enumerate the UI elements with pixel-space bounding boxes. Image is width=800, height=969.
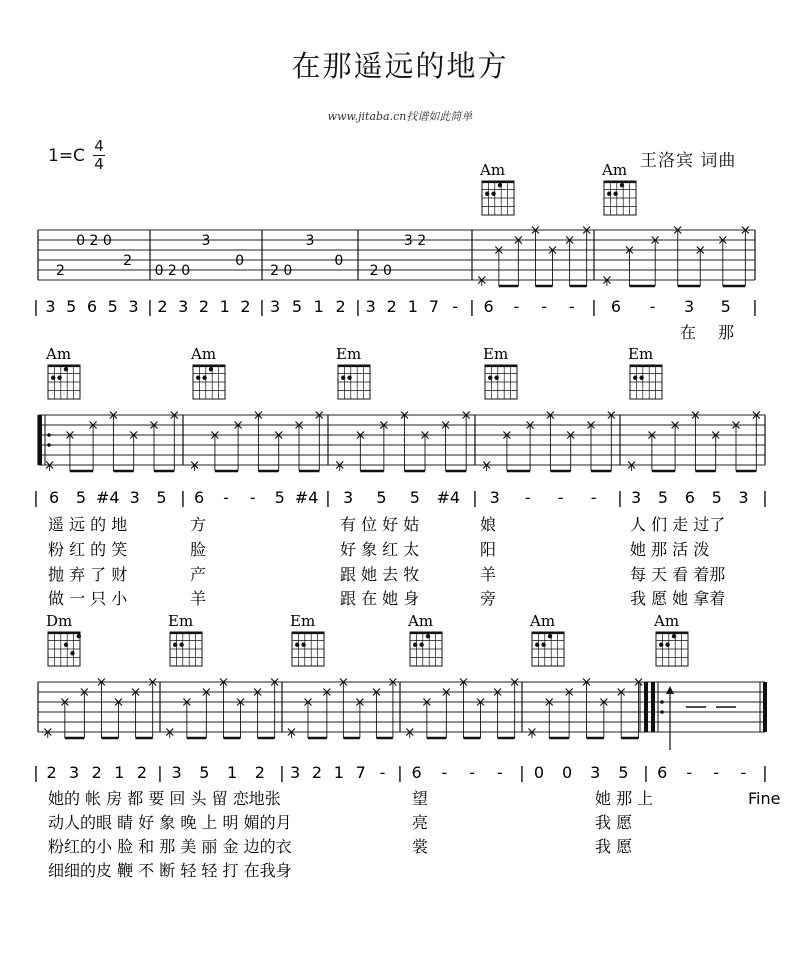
repeat-dot (660, 710, 664, 714)
lyric-text: 好 象 红 太 (340, 540, 420, 559)
chord-diagram-am (601, 161, 636, 215)
tab-fret-number: 0 (235, 253, 245, 269)
jianpu-note: 0 (533, 763, 545, 782)
chord-finger-dot (498, 183, 502, 187)
lyric-text: 那 (718, 323, 735, 342)
jianpu-note: 6 (194, 488, 205, 507)
chord-finger-dot (77, 634, 81, 638)
jianpu-note: 3 (489, 488, 500, 507)
jianpu-note: 2 (91, 763, 102, 782)
chord-name: Em (336, 345, 362, 363)
jianpu-note: 5 (156, 488, 167, 507)
jianpu-note: 2 (198, 297, 210, 316)
jianpu-note: 1 (407, 297, 418, 316)
jianpu-barline: | (469, 297, 475, 316)
chord-finger-dot (639, 376, 643, 380)
jianpu-note: 6 (483, 297, 494, 316)
jianpu-note: 1 (313, 297, 324, 316)
lyric-text: 我 愿 (595, 837, 633, 856)
jianpu-note: 2 (240, 297, 251, 316)
jianpu-barline: | (355, 297, 361, 316)
tab-fret-number: 2 (123, 253, 133, 269)
tab-fret-number: 0 2 0 (76, 233, 112, 249)
jianpu-note: - (541, 297, 547, 316)
jianpu-note: 3 (290, 763, 301, 782)
chord-diagram-am (479, 161, 514, 215)
jianpu-note: 1 (114, 763, 125, 782)
jianpu-row-3 (33, 763, 767, 782)
lyric-text: 有 位 好 姑 (340, 515, 420, 534)
jianpu-note: - (249, 488, 256, 507)
lyric-text: 望 (412, 789, 429, 808)
lyric-text: 动人的眼 睛 好 象 晚 上 明 媚的月 (48, 813, 292, 832)
jianpu-note: 3 (178, 297, 189, 316)
lyric-text: 脸 (190, 540, 207, 559)
chord-finger-dot (64, 643, 68, 647)
lyric-text: 跟 在 她 身 (340, 589, 420, 608)
chord-finger-dot (485, 192, 489, 196)
jianpu-note: 3 (590, 763, 601, 782)
lyric-line (48, 540, 709, 559)
jianpu-note: - (469, 763, 475, 782)
tab-fret-number: 2 0 (369, 263, 392, 279)
lyric-text: 跟 她 去 牧 (340, 565, 420, 584)
jianpu-note: 3 (631, 488, 642, 507)
lyric-text: 她的 帐 房 都 要 回 头 留 恋地张 (48, 789, 281, 808)
lyric-text: Fine (748, 789, 781, 808)
jianpu-note: 5 (66, 297, 77, 316)
jianpu-barline: | (472, 488, 478, 507)
lyric-text: 产 (190, 565, 207, 584)
jianpu-barline: | (519, 763, 525, 782)
chord-name: Em (483, 345, 509, 363)
jianpu-note: 7 (428, 297, 440, 316)
jianpu-note: 5 (720, 297, 731, 316)
jianpu-note: 2 (46, 763, 57, 782)
jianpu-note: - (740, 763, 747, 782)
chord-name: Em (168, 612, 194, 630)
jianpu-barline: | (591, 297, 597, 316)
staff-system-2 (33, 345, 767, 608)
jianpu-note: 2 (386, 297, 397, 316)
repeat-start-thick-bar (651, 682, 655, 732)
jianpu-note: 2 (335, 297, 346, 316)
jianpu-note: 6 (86, 297, 98, 316)
jianpu-barline: | (147, 297, 153, 316)
chord-finger-dot (535, 643, 539, 647)
chord-finger-dot (173, 643, 177, 647)
jianpu-note: - (524, 488, 531, 507)
jianpu-note: 3 (684, 297, 695, 316)
jianpu-note: 7 (355, 763, 366, 782)
jianpu-row-2 (33, 488, 767, 507)
chord-diagram-am (45, 345, 80, 399)
chord-name: Am (408, 612, 434, 630)
time-signature-top: 4 (94, 137, 104, 155)
chord-name: Am (46, 345, 72, 363)
jianpu-note: 2 (254, 763, 265, 782)
chord-name: Em (290, 612, 316, 630)
chord-finger-dot (613, 192, 617, 196)
jianpu-note: 3 (69, 763, 80, 782)
chord-finger-dot (209, 367, 213, 371)
chord-name: Em (628, 345, 654, 363)
jianpu-barline: | (762, 488, 768, 507)
jianpu-note: #4 (436, 488, 461, 507)
jianpu-note: 5 (376, 488, 387, 507)
jianpu-note: - (713, 763, 720, 782)
chord-diagram-am (190, 345, 225, 399)
lyric-text: 遥 远 的 地 (48, 515, 128, 534)
jianpu-note: - (223, 488, 229, 507)
jianpu-note: - (590, 488, 597, 507)
lyric-text: 每 天 看 着那 (630, 565, 726, 584)
lyric-text: 亮 (412, 813, 429, 832)
chord-finger-dot (488, 376, 492, 380)
chord-diagram-em (290, 612, 324, 666)
lyric-line (48, 789, 780, 808)
composer-credit: 王洛宾 词曲 (640, 151, 737, 171)
jianpu-note: #4 (294, 488, 319, 507)
tab-fret-number: 3 2 (403, 233, 427, 249)
jianpu-note: 0 (561, 763, 573, 782)
chord-finger-dot (607, 192, 611, 196)
lyric-text: 做 一 只 小 (48, 589, 128, 608)
jianpu-barline: | (33, 488, 39, 507)
lyric-line (48, 861, 292, 880)
jianpu-note: - (452, 297, 459, 316)
jianpu-barline: | (279, 763, 285, 782)
jianpu-note: 1 (333, 763, 344, 782)
lyric-line (48, 813, 632, 832)
jianpu-note: 2 (311, 763, 323, 782)
lyric-text: 阳 (480, 540, 497, 559)
lyric-text: 她 那 上 (595, 789, 654, 808)
lyric-text: 在 (680, 323, 697, 342)
lyric-text: 旁 (480, 589, 497, 608)
jianpu-note: - (568, 297, 575, 316)
jianpu-barline: | (617, 488, 623, 507)
chord-finger-dot (57, 376, 61, 380)
jianpu-barline: | (325, 488, 331, 507)
staff-system-1 (33, 161, 757, 342)
lyric-line (48, 565, 725, 584)
lyric-line (48, 589, 725, 608)
jianpu-note: 6 (610, 297, 622, 316)
jianpu-note: 6 (49, 488, 60, 507)
chord-finger-dot (426, 634, 430, 638)
chord-finger-dot (665, 643, 669, 647)
jianpu-note: 5 (199, 763, 210, 782)
chord-finger-dot (301, 643, 305, 647)
chord-name: Am (654, 612, 680, 630)
jianpu-note: 1 (226, 763, 238, 782)
jianpu-note: 3 (738, 488, 749, 507)
jianpu-barline: | (33, 763, 39, 782)
repeat-dot (47, 433, 51, 437)
jianpu-note: - (557, 488, 564, 507)
jianpu-note: - (441, 763, 448, 782)
jianpu-barline: | (397, 763, 403, 782)
jianpu-barline: | (157, 763, 163, 782)
jianpu-note: 5 (107, 297, 118, 316)
lyric-text: 抛 弃 了 财 (48, 565, 128, 584)
chord-name: Am (530, 612, 556, 630)
lyric-text: 她 那 活 泼 (630, 540, 710, 559)
chord-finger-dot (64, 367, 68, 371)
repeat-dot (660, 700, 664, 704)
jianpu-note: 1 (219, 297, 230, 316)
jianpu-row-1 (33, 297, 757, 316)
lyric-text: 细细的皮 鞭 不 断 轻 轻 打 在我身 (48, 861, 292, 880)
jianpu-note: - (686, 763, 693, 782)
chord-finger-dot (548, 634, 552, 638)
jianpu-note: 5 (657, 488, 669, 507)
tab-fret-number: 0 2 0 (154, 263, 191, 279)
lyric-text: 方 (190, 515, 207, 534)
jianpu-note: 6 (684, 488, 695, 507)
jianpu-note: 3 (365, 297, 376, 316)
jianpu-barline: | (259, 297, 265, 316)
jianpu-note: 5 (291, 297, 303, 316)
chord-name: Am (602, 161, 628, 179)
chord-diagram-em (336, 345, 370, 399)
chord-finger-dot (179, 643, 183, 647)
chord-finger-dot (494, 376, 498, 380)
jianpu-note: 3 (128, 297, 139, 316)
lyric-text: 羊 (190, 589, 207, 608)
chord-finger-dot (413, 643, 417, 647)
jianpu-note: 5 (274, 488, 285, 507)
jianpu-barline: | (180, 488, 186, 507)
chord-finger-dot (620, 183, 624, 187)
jianpu-note: 5 (618, 763, 629, 782)
chord-finger-dot (295, 643, 299, 647)
jianpu-note: 3 (45, 297, 56, 316)
chord-diagram-em (483, 345, 517, 399)
chord-finger-dot (51, 376, 55, 380)
lyric-text: 羊 (480, 565, 497, 584)
jianpu-barline: | (643, 763, 649, 782)
tab-fret-number: 3 (201, 233, 211, 249)
website-watermark: www.jitaba.cn找谱如此简单 (327, 110, 473, 123)
jianpu-note: 3 (269, 297, 281, 316)
jianpu-note: 6 (657, 763, 668, 782)
chord-finger-dot (491, 192, 495, 196)
jianpu-note: 5 (75, 488, 87, 507)
repeat-dot (47, 443, 51, 447)
chord-diagram-am (407, 612, 442, 666)
jianpu-barline: | (33, 297, 39, 316)
jianpu-note: 5 (711, 488, 722, 507)
lyric-text: 娘 (480, 515, 497, 534)
repeat-start-bar (38, 415, 42, 465)
jianpu-note: 2 (136, 763, 148, 782)
key-signature: 1=C (48, 146, 85, 166)
chord-diagram-am (529, 612, 564, 666)
lyric-text: 粉 红 的 笑 (48, 540, 128, 559)
lyric-line (680, 323, 734, 342)
lyric-text: 裳 (412, 837, 429, 856)
staff-system-3 (33, 612, 780, 880)
lyric-line (48, 837, 632, 856)
chord-finger-dot (341, 376, 345, 380)
chord-finger-dot (419, 643, 423, 647)
jianpu-note: - (513, 297, 520, 316)
lyric-line (48, 515, 725, 534)
chord-name: Dm (46, 612, 73, 630)
jianpu-note: - (649, 297, 656, 316)
chord-finger-dot (202, 376, 206, 380)
chord-finger-dot (633, 376, 637, 380)
chord-finger-dot (347, 376, 351, 380)
tab-fret-number: 2 (55, 263, 65, 279)
chord-name: Am (480, 161, 506, 179)
chord-diagram-dm (46, 612, 81, 666)
chord-name: Am (191, 345, 217, 363)
chord-diagram-am (653, 612, 688, 666)
strum-arrow-head (666, 686, 674, 694)
time-signature-bottom: 4 (94, 155, 104, 173)
final-bar-thick (763, 682, 767, 732)
song-title: 在那遥远的地方 (291, 49, 509, 83)
jianpu-note: 6 (411, 763, 422, 782)
jianpu-note: #4 (96, 488, 120, 507)
chord-diagram-em (168, 612, 202, 666)
repeat-end-thick-bar (644, 682, 648, 732)
lyric-text: 我 愿 她 拿着 (630, 589, 726, 608)
chord-diagram-em (628, 345, 662, 399)
lyric-text: 粉红的小 脸 和 那 美 丽 金 边的衣 (48, 837, 292, 856)
jianpu-note: 2 (157, 297, 168, 316)
jianpu-barline: | (752, 297, 758, 316)
chord-finger-dot (659, 643, 663, 647)
jianpu-note: - (379, 763, 386, 782)
jianpu-note: 5 (409, 488, 420, 507)
lyric-text: 人 们 走 过了 (630, 515, 726, 534)
chord-finger-dot (672, 634, 676, 638)
tab-fret-number: 2 0 (270, 263, 293, 279)
tab-fret-number: 3 (305, 233, 315, 249)
jianpu-note: 3 (129, 488, 140, 507)
chord-finger-dot (70, 651, 74, 655)
jianpu-note: 3 (171, 763, 182, 782)
jianpu-note: - (496, 763, 503, 782)
lyric-text: 我 愿 (595, 813, 633, 832)
chord-finger-dot (196, 376, 200, 380)
jianpu-barline: | (762, 763, 768, 782)
tab-fret-number: 0 (334, 253, 344, 269)
chord-finger-dot (541, 643, 545, 647)
jianpu-note: 3 (342, 488, 354, 507)
